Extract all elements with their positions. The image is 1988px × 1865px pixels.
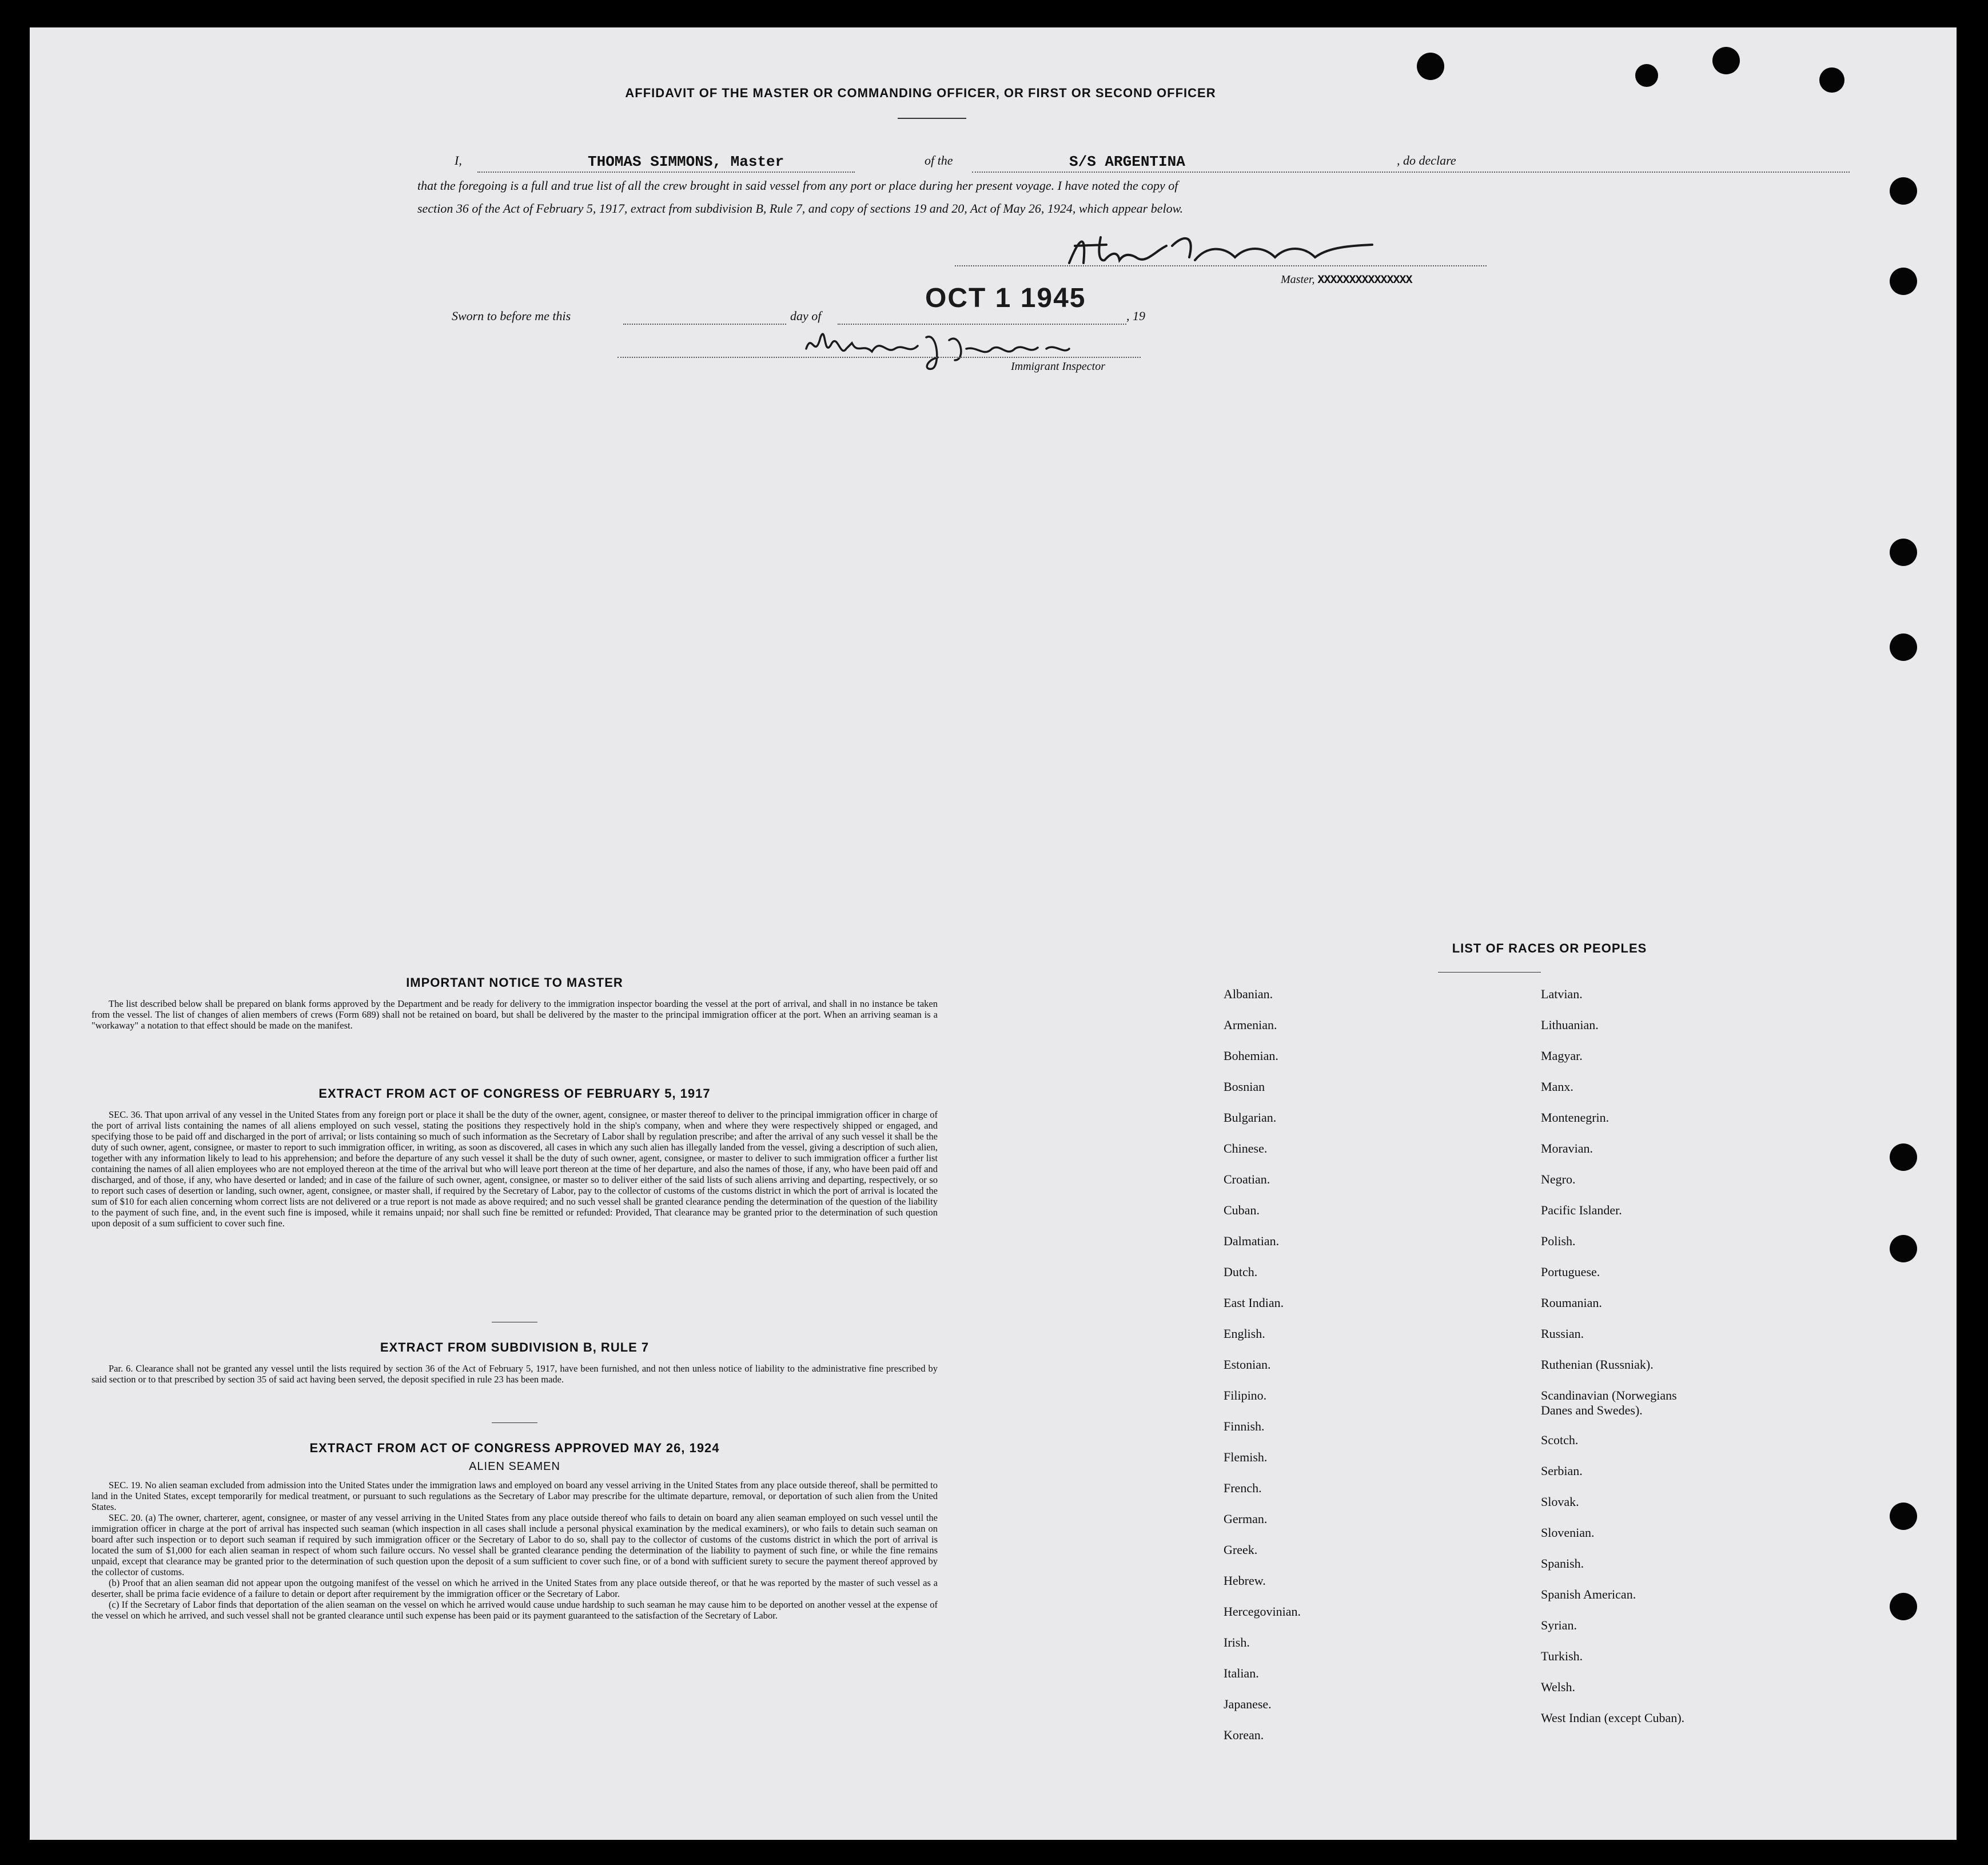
- race-item: Bohemian.: [1224, 1049, 1278, 1063]
- race-item: Dutch.: [1224, 1265, 1258, 1279]
- punch-hole: [1890, 1235, 1917, 1262]
- master-name-value: THOMAS SIMMONS, Master: [588, 153, 784, 170]
- race-item: Finnish.: [1224, 1419, 1265, 1433]
- race-item: Ruthenian (Russniak).: [1541, 1357, 1654, 1372]
- race-item: East Indian.: [1224, 1296, 1284, 1310]
- master-signature: [1052, 229, 1395, 274]
- notice-body: [91, 998, 938, 1031]
- rule7-paragraph: Par. 6. Clearance shall not be granted any vessel until the lists required by section 36 of the Act of February 5, 1917, have been furnished, and not then unless notice of liability to the administrative fine prescribed by said section or to that prescribed by section 35 of said act having been served, the deposit specified in rule 23 has been made.: [91, 1363, 938, 1385]
- sec-20a-paragraph: SEC. 20. (a) The owner, charterer, agent, consignee, or master of any vessel arriving in the United States from any place outside thereof who fails to detain on board any alien seaman employed on such vessel until the immigration officer in charge at the port of arrival has inspected such seaman (which inspection in all cases shall include a personal physical examination by the medical examiners), or who fails to detain such seaman on board after such inspection or to deport such seaman if required by such immigration officer or the Secretary of Labor to do so, shall pay to the collector of customs of the customs district in which the port of arrival is located the sum of $1,000 for each alien seaman in respect of whom such failure occurs. No vessel shall be granted clearance pending the determination of the liability to payment of such fine, or while the fine remains unpaid, except that clearance may be granted prior to the determination of such question upon the deposit of a sum sufficient to cover such fine, or of a bond with sufficient surety to secure the payment thereof approved by the collector of customs.: [91, 1512, 938, 1577]
- punch-hole: [1890, 268, 1917, 295]
- race-item: Hercegovinian.: [1224, 1604, 1301, 1619]
- race-item: Scotch.: [1541, 1433, 1579, 1447]
- race-item: Moravian.: [1541, 1141, 1593, 1155]
- day-of-label: day of: [790, 309, 822, 323]
- race-item: West Indian (except Cuban).: [1541, 1711, 1685, 1725]
- extract-1924-title: EXTRACT FROM ACT OF CONGRESS APPROVED MAY 26, 1924: [309, 1441, 720, 1455]
- punch-hole: [1417, 53, 1444, 80]
- inspector-label: Immigrant Inspector: [1011, 360, 1105, 373]
- race-item: Negro.: [1541, 1172, 1576, 1186]
- race-item: Japanese.: [1224, 1697, 1272, 1711]
- master-label: [1281, 273, 1412, 287]
- extract-1917-title: EXTRACT FROM ACT OF CONGRESS OF FEBRUARY 5, 1917: [318, 1086, 711, 1101]
- race-item: Pacific Islander.: [1541, 1203, 1622, 1217]
- race-item: Bosnian: [1224, 1079, 1265, 1094]
- sworn-label: Sworn to before me this: [452, 309, 571, 323]
- race-item: Filipino.: [1224, 1388, 1267, 1402]
- punch-hole: [1890, 1593, 1917, 1620]
- punch-hole: [1819, 67, 1844, 93]
- race-item: Welsh.: [1541, 1680, 1575, 1694]
- declaration-line-3: section 36 of the Act of February 5, 1917, extract from subdivision B, Rule 7, and copy of sections 19 and 20, Act of May 26, 1924, which appear below.: [417, 201, 1184, 216]
- race-item: Bulgarian.: [1224, 1110, 1277, 1125]
- race-item: Montenegrin.: [1541, 1110, 1609, 1125]
- races-title-underline: [1438, 972, 1541, 973]
- race-item: Hebrew.: [1224, 1573, 1266, 1588]
- date-stamp: OCT 1 1945: [925, 283, 1086, 313]
- race-item: Spanish American.: [1541, 1587, 1636, 1601]
- race-item: Italian.: [1224, 1666, 1259, 1680]
- race-item: French.: [1224, 1481, 1262, 1495]
- declare-label: , do declare: [1397, 153, 1456, 168]
- master-strikeout: XXXXXXXXXXXXXXX: [1317, 274, 1412, 287]
- declaration-i: I,: [455, 153, 462, 168]
- race-item: Roumanian.: [1541, 1296, 1602, 1310]
- race-item: Portuguese.: [1541, 1265, 1600, 1279]
- race-item: Slovak.: [1541, 1495, 1579, 1509]
- race-item: Lithuanian.: [1541, 1018, 1599, 1032]
- punch-hole: [1712, 47, 1740, 74]
- race-item: Syrian.: [1541, 1618, 1577, 1632]
- vessel-value: S/S ARGENTINA: [1069, 153, 1185, 170]
- section-divider: [492, 1422, 537, 1423]
- notice-title: IMPORTANT NOTICE TO MASTER: [406, 975, 623, 990]
- sec-20c-paragraph: (c) If the Secretary of Labor finds that deportation of the alien seaman on the vessel on which he arrived would cause undue hardship to such seaman he may cause him to be deported on another vessel at the expense of the vessel on which he arrived, and such vessel shall not be granted clearance until such expense has been paid or its payment guaranteed to the satisfaction of the Secretary of Labor.: [91, 1599, 938, 1621]
- race-item: Slovenian.: [1541, 1525, 1595, 1540]
- race-item: Croatian.: [1224, 1172, 1270, 1186]
- sec-20b-paragraph: (b) Proof that an alien seaman did not appear upon the outgoing manifest of the vessel on which he arrived in the United States from any place outside thereof, or that he was reported by the master of such vessel as a deserter, shall be prima facie evidence of a failure to detain or deport after requirement by the immigration officer or the Secretary of Labor.: [91, 1577, 938, 1599]
- race-item: Cuban.: [1224, 1203, 1260, 1217]
- punch-hole: [1890, 1503, 1917, 1530]
- race-item: Albanian.: [1224, 987, 1273, 1001]
- race-item: Magyar.: [1541, 1049, 1583, 1063]
- race-item: Serbian.: [1541, 1464, 1583, 1478]
- extract-1924-subtitle: ALIEN SEAMEN: [469, 1460, 560, 1473]
- race-item: Manx.: [1541, 1079, 1573, 1094]
- race-item: English.: [1224, 1326, 1265, 1341]
- notice-paragraph: The list described below shall be prepared on blank forms approved by the Department and be ready for delivery to the immigration inspector boarding the vessel at the port of arrival, and shall in no instance be taken from the vessel. The list of changes of alien members of crews (Form 689) shall not be retained on board, but shall be delivered by the master to the principal immigration officer at the port. When an arriving seaman is a "workaway" a notation to that effect should be made on the manifest.: [91, 998, 938, 1031]
- sec-19-paragraph: SEC. 19. No alien seaman excluded from admission into the United States under the immigration laws and employed on board any vessel arriving in the United States from any place outside thereof, shall be permitted to land in the United States, except temporarily for medical treatment, or pursuant to such regulations as the Secretary of Labor may prescribe for the ultimate departure, removal, or deportation of such alien from the United States.: [91, 1480, 938, 1512]
- punch-hole: [1890, 633, 1917, 661]
- inspector-signature-line: [617, 345, 1141, 358]
- sworn-day-field: [623, 309, 786, 325]
- race-item: Russian.: [1541, 1326, 1584, 1341]
- year-label: , 19: [1126, 309, 1145, 323]
- extract-1917-body: [91, 1109, 938, 1229]
- race-item: Turkish.: [1541, 1649, 1583, 1663]
- extract-1924-body: [91, 1480, 938, 1621]
- rule7-title: EXTRACT FROM SUBDIVISION B, RULE 7: [380, 1340, 650, 1354]
- extract-1917-paragraph: SEC. 36. That upon arrival of any vessel in the United States from any foreign port or place it shall be the duty of the owner, agent, consignee, or master thereof to deliver to the principal immigration officer in charge of the port of arrival lists containing the names of all aliens employed on such vessel, stating the positions they respectively hold in the ship's company, when and where they were respectively shipped or engaged, and specifying those to be paid off and discharged in the port of arrival; or lists containing so much of such information as the Secretary of Labor shall by regulation prescribe; and after the arrival of any such vessel it shall be the duty of such owner, agent, consignee, or master to report to such immigration officer, in writing, as soon as discovered, all cases in which any such alien has illegally landed from the vessel, giving a description of such alien, together with any information likely to lead to his apprehension; and before the departure of any such vessel it shall be the duty of such owner, agent, consignee, or master to deliver to such immigration officer a further list containing the names of all alien employees who are not employed thereon at the time of the arrival but who will leave port thereon at the time of her departure, and also the names of those, if any, who have been paid off and discharged, and of those, if any, who have deserted or landed; and in case of the failure of such owner, agent, consignee, or master so to deliver either of the said lists of such aliens arriving and departing, respectively, or so to report such cases of desertion or landing, such owner, agent, consignee, or master shall, if required by the Secretary of Labor, pay to the collector of customs of the customs district in which the port of arrival is located the sum of $10 for each alien concerning whom correct lists are not delivered or a true report is not made as above required; and no such vessel shall be granted clearance pending the determination of the question of the liability to the payment of such fine, and, in the event such fine is imposed, while it remains unpaid; nor shall such fine be remitted or refunded: Provided, That clearance may be granted prior to the determination of such question upon deposit of a sum sufficient to cover such fine.: [91, 1109, 938, 1229]
- race-item: Scandinavian (Norwegians Danes and Swedes).: [1541, 1388, 1677, 1417]
- races-title: LIST OF RACES OR PEOPLES: [1452, 941, 1647, 955]
- declaration-line-1: [455, 153, 1478, 174]
- race-item: Estonian.: [1224, 1357, 1271, 1372]
- race-item: Latvian.: [1541, 987, 1583, 1001]
- race-item: German.: [1224, 1512, 1268, 1526]
- race-item: Korean.: [1224, 1728, 1264, 1742]
- of-the-label: of the: [925, 153, 953, 168]
- master-title: Master,: [1281, 273, 1315, 286]
- race-item: Flemish.: [1224, 1450, 1268, 1464]
- affidavit-title: AFFIDAVIT OF THE MASTER OR COMMANDING OFFICER, OR FIRST OR SECOND OFFICER: [625, 86, 1216, 100]
- race-item: Polish.: [1541, 1234, 1576, 1248]
- race-item: Chinese.: [1224, 1141, 1268, 1155]
- race-item: Greek.: [1224, 1543, 1258, 1557]
- declaration-line-2: that the foregoing is a full and true list of all the crew brought in said vessel from any port or place during her present voyage. I have noted the copy of: [417, 178, 1178, 193]
- punch-hole: [1890, 539, 1917, 566]
- race-item: Dalmatian.: [1224, 1234, 1280, 1248]
- race-item: Irish.: [1224, 1635, 1250, 1649]
- punch-hole: [1635, 64, 1658, 87]
- punch-hole: [1890, 177, 1917, 205]
- title-underline: [898, 118, 966, 119]
- races-left-column: [1224, 979, 1301, 1751]
- punch-hole: [1890, 1143, 1917, 1171]
- master-signature-line: [955, 254, 1487, 266]
- races-right-column: [1541, 979, 1684, 1734]
- race-item: Armenian.: [1224, 1018, 1277, 1032]
- race-item: Spanish.: [1541, 1556, 1584, 1571]
- rule7-body: [91, 1363, 938, 1385]
